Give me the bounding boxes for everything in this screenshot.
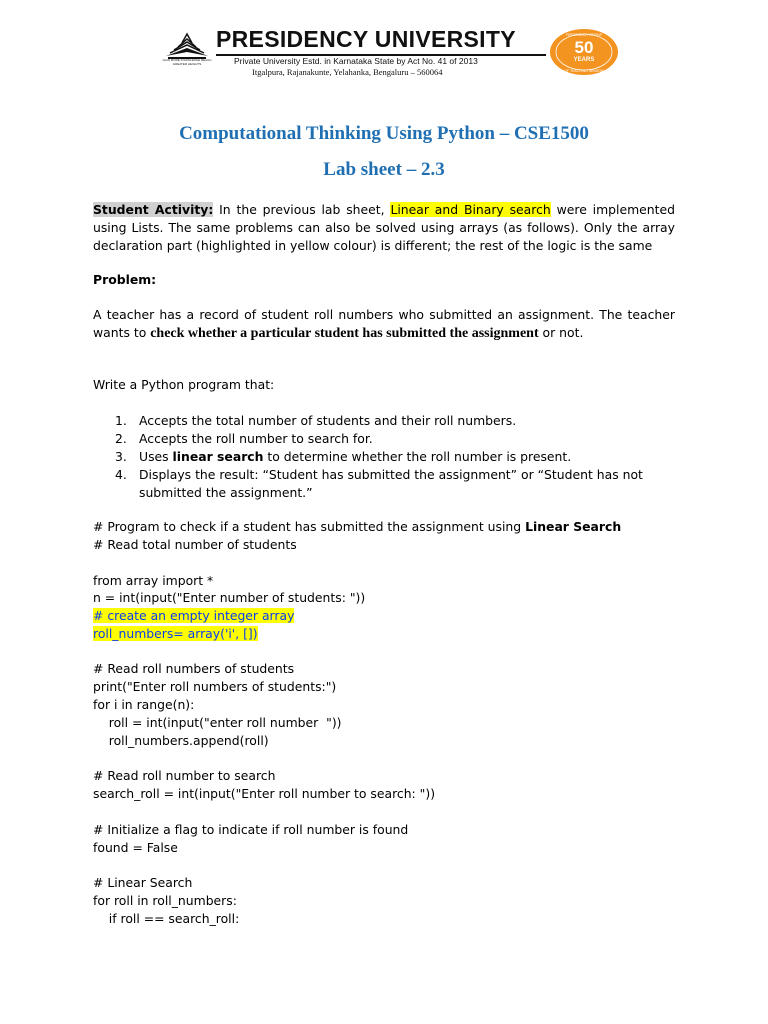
activity-highlight: Linear and Binary search — [390, 202, 551, 217]
code-line: n = int(input("Enter number of students: ")) — [93, 590, 366, 605]
university-address: Itgalpura, Rajanakunte, Yelahanka, Bengaluru – 560064 — [252, 67, 443, 77]
problem-emphasis: check whether a particular student has submitted the assignment — [150, 326, 539, 341]
code-line: roll_numbers.append(roll) — [93, 733, 269, 748]
code-comment: # Program to check if a student has submitted the assignment using — [93, 519, 526, 534]
list-item-text: Uses — [139, 449, 173, 464]
list-item-text: to determine whether the roll number is present. — [263, 449, 572, 464]
code-line: # Read total number of students — [93, 537, 297, 552]
logo-tagline: GAIN MORE KNOWLEDGE REACH GREATER HEIGHTS — [162, 58, 212, 66]
list-item-bold: linear search — [172, 449, 264, 464]
code-highlight: roll_numbers= array('i', []) — [93, 626, 258, 641]
code-line: # Read roll numbers of students — [93, 661, 295, 676]
list-item: Displays the result: “Student has submitted the assignment” or “Student has not submitted the assignment.” — [139, 467, 643, 500]
code-line: # Linear Search — [93, 875, 193, 890]
problem-text-before: A teacher has a record of student roll numbers who submitted an assignment. The teacher wants to — [93, 307, 675, 340]
code-line: print("Enter roll numbers of students:") — [93, 679, 337, 694]
code-line: # Initialize a flag to indicate if roll number is found — [93, 822, 409, 837]
code-line-highlighted — [93, 625, 258, 643]
problem-heading: Problem: — [93, 272, 157, 287]
badge-number: 50 — [574, 38, 594, 57]
anniversary-badge — [548, 28, 620, 76]
problem-paragraph — [93, 306, 675, 343]
code-highlight: # create an empty integer array — [93, 608, 295, 623]
list-item: Accepts the total number of students and their roll numbers. — [139, 413, 517, 428]
list-number: 3. — [115, 449, 127, 464]
university-name: PRESIDENCY UNIVERSITY — [216, 26, 516, 52]
list-item: Accepts the roll number to search for. — [139, 431, 373, 446]
task-intro: Write a Python program that: — [93, 377, 275, 392]
list-item — [139, 448, 675, 466]
list-number: 2. — [115, 431, 127, 446]
badge-bottom-text: OF TEACHING WISDOM — [564, 69, 604, 73]
badge-top-text: PRESIDENCY GROUP — [565, 33, 603, 37]
activity-paragraph — [93, 201, 675, 255]
code-line: if roll == search_roll: — [93, 911, 240, 926]
code-line: found = False — [93, 840, 178, 855]
activity-label: Student Activity: — [93, 202, 214, 217]
code-line — [93, 518, 621, 536]
code-line: for i in range(n): — [93, 697, 195, 712]
document-title: Computational Thinking Using Python – CSE1500 — [179, 123, 589, 144]
university-subtitle: Private University Estd. in Karnataka State by Act No. 41 of 2013 — [234, 56, 478, 66]
list-number: 1. — [115, 413, 127, 428]
code-line-highlighted — [93, 607, 294, 625]
letterhead — [160, 24, 622, 80]
list-number: 4. — [115, 467, 127, 482]
problem-text-after: or not. — [538, 325, 584, 340]
code-comment-bold: Linear Search — [525, 519, 622, 534]
document-subtitle: Lab sheet – 2.3 — [323, 159, 445, 180]
activity-text-before: In the previous lab sheet, — [213, 202, 391, 217]
code-line: # Read roll number to search — [93, 768, 276, 783]
code-line: from array import * — [93, 573, 214, 588]
code-line: roll = int(input("enter roll number ")) — [93, 715, 342, 730]
code-line: search_roll = int(input("Enter roll number to search: ")) — [93, 786, 436, 801]
code-line: for roll in roll_numbers: — [93, 893, 237, 908]
badge-years: YEARS — [573, 57, 595, 63]
activity-text-after: were implemented using Lists. The same problems can also be solved using arrays (as follows). Only the array declaration part (highlighted in yellow colour) is different; the rest of the logic is the same — [93, 202, 675, 253]
